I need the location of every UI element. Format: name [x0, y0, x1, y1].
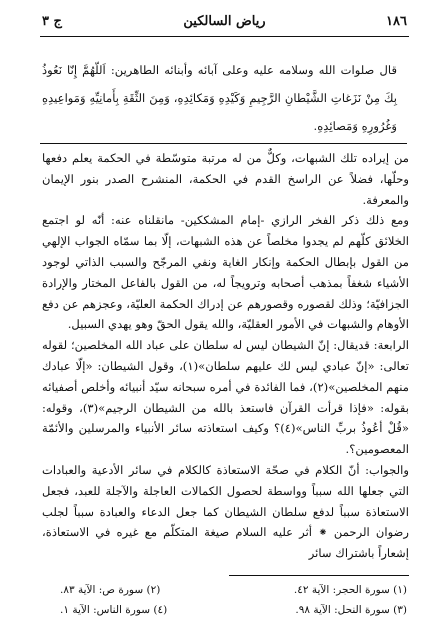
volume-label: ج ٣ — [42, 14, 62, 29]
page-number: ١٨٦ — [386, 14, 407, 29]
paragraph-2: ومع ذلك ذكر الفخر الرازي -إمام المشككين- مانقلناه عنه: أنّه لو اجتمع الخلائق كلّهم لم يجدوا مخلصاً عن هذه الشبهات، إلّا بما سمّاه الجواب الإلهي من القول بإبطال الحكمة وإنكار الغاية ونفي المرجّح والسبب الذاتي لوجود الأشياء شغفاً بمذهب أصحابه وترويجاً له، من القول بالفاعل المختار والإرادة الجزافيّة؛ وذلك لقصوره وقصورهم عن إدراك الحكمة العليّة، وعجزهم عن دفع الأوهام والشبهات في الأمور العقليّة، والله يقول الحقّ وهو يهدي السبيل. — [42, 213, 409, 332]
footnote-1: (١) سورة الحجر: الآية ٤٢. — [293, 584, 407, 596]
footnote-row — [60, 580, 407, 600]
paragraph-1: من إيراده تلك الشبهات، وكلٌّ من له مرتبة متوسّطة في الحكمة يعلم دفعها وحلّها، فضلاً عن الراسخ القدم في الحكمة، المنشرح الصدر بنور الإيمان والمعرفة. — [42, 151, 409, 207]
section-divider — [40, 143, 407, 144]
footnote-3: (٣) سورة النحل: الآية ٩٨. — [295, 604, 407, 616]
quote-text: قال صلوات الله وسلامه عليه وعلى آبائه وأبنائه الطاهرين: اَللّهُمَّ إِنّا نَعُوذُ بِكَ مِنْ نَزَغاتِ الشَّيْطانِ الرَّجِيمِ وَكَيْدِهِ وَمَكائِدِهِ، وَمِنَ الثِّقَةِ بِأَمانِيِّهِ وَمَواعِيدِهِ وَغُرُورِهِ وَمَصائِدِهِ. — [42, 63, 397, 133]
footnote-row — [60, 600, 407, 620]
book-title: رياض السالكين — [183, 14, 266, 29]
paragraph-4: والجواب: أنّ الكلام في صحّة الاستعاذة كالكلام في سائر الأدعية والعبادات التي جعلها الله سبباً وواسطة لحصول الكمالات العاجلة والآجلة للعبد، فجعل الاستعاذة سبباً لدفع سلطان الشيطان كما جعل الدعاء والعبادة سبباً لجلب رضوان الرحمن ⁕ أثر عليه السلام صيغة المتكلّم مع غيره في الاستعاذة، إشعاراً باشتراك سائر — [42, 462, 409, 561]
paragraph-3: الرابعة: قديقال: إنّ الشيطان ليس له سلطان على عباد الله المخلصين؛ لقوله تعالى: «إنّ عبادي ليس لك عليهم سلطان»(١)، وقول الشيطان: «إلّا عبادك منهم المخلصين»(٢)، فما الفائدة في أمره سبحانه سيّد أنبيائه وأخلص أصفيائه بقوله: «فإذا قرأت القرآن فاستعذ بالله من الشيطان الرجيم»(٣)، وقوله: «قُلْ أعُوذُ بربِّ الناس»(٤)؟ وكيف استعاذته سائر الأنبياء والمرسلين والأئمّة المعصومين؟. — [42, 338, 409, 457]
prayer-quote — [42, 56, 397, 140]
page-header — [42, 12, 407, 34]
footnotes — [60, 580, 407, 620]
footnote-2: (٢) سورة ص: الآية ٨٣. — [60, 584, 161, 596]
header-divider — [40, 36, 409, 37]
commentary-body — [42, 148, 409, 564]
footnote-divider — [229, 575, 409, 576]
footnote-4: (٤) سورة الناس: الآية ١. — [60, 604, 168, 616]
